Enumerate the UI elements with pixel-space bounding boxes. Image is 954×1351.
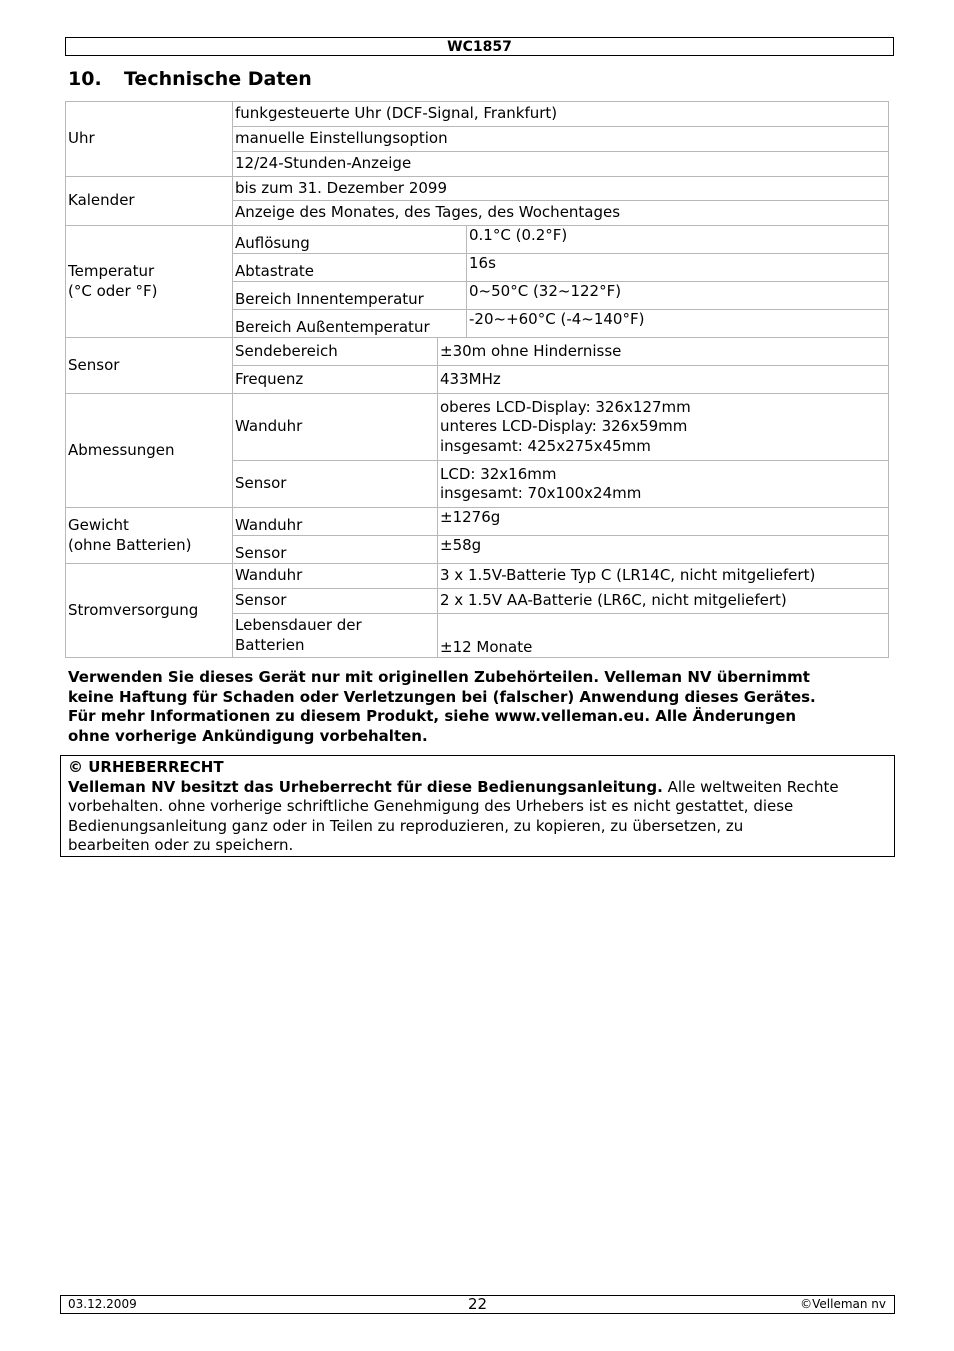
spec-table [65, 101, 889, 658]
category-uhr: Uhr [66, 102, 233, 177]
spec-value: ±12 Monate [438, 614, 889, 658]
name-line: Lebensdauer der [235, 616, 362, 634]
disclaimer-line: Verwenden Sie dieses Gerät nur mit originellen Zubehörteilen. Velleman NV übernimmt [68, 668, 810, 686]
category-abmessungen: Abmessungen [66, 394, 233, 508]
category-label-line: (ohne Batterien) [68, 535, 192, 554]
model-number: WC1857 [447, 39, 512, 55]
spec-name: Bereich Außentemperatur [233, 310, 467, 338]
spec-value: 16s [467, 254, 889, 282]
footer-date: 03.12.2009 [68, 1297, 137, 1311]
spec-name: Wanduhr [233, 394, 438, 461]
category-label-line: Temperatur [68, 262, 155, 280]
category-kalender: Kalender [66, 177, 233, 226]
spec-value: ±1276g [438, 508, 889, 536]
table-row [66, 564, 889, 589]
spec-value: ±30m ohne Hindernisse [438, 338, 889, 366]
disclaimer-line: Für mehr Informationen zu diesem Produkt, siehe www.velleman.eu. Alle Änderungen [68, 707, 797, 725]
category-gewicht [66, 508, 233, 564]
spec-value: ±58g [438, 536, 889, 564]
category-sensor: Sensor [66, 338, 233, 394]
table-row [66, 177, 889, 201]
value-line: LCD: 32x16mm [440, 464, 557, 483]
table-row [66, 508, 889, 536]
disclaimer-line: keine Haftung für Schaden oder Verletzungen bei (falscher) Anwendung dieses Gerätes. [68, 687, 816, 706]
value-line: oberes LCD-Display: 326x127mm [440, 397, 691, 416]
spec-cell: Anzeige des Monates, des Tages, des Wochentages [233, 201, 889, 226]
section-title-text: Technische Daten [124, 68, 312, 90]
section-title [68, 68, 312, 90]
spec-value: 0~50°C (32~122°F) [467, 282, 889, 310]
spec-name: Frequenz [233, 366, 438, 394]
spec-value: -20~+60°C (-4~140°F) [467, 310, 889, 338]
category-label-line: (°C oder °F) [68, 281, 158, 300]
category-temperatur [66, 226, 233, 338]
document-header [65, 37, 894, 56]
spec-name: Sendebereich [233, 338, 438, 366]
table-row [66, 338, 889, 366]
spec-cell: funkgesteuerte Uhr (DCF-Signal, Frankfurt) [233, 102, 889, 127]
spec-name: Wanduhr [233, 564, 438, 589]
spec-value: 3 x 1.5V-Batterie Typ C (LR14C, nicht mitgeliefert) [438, 564, 889, 589]
spec-value: 433MHz [438, 366, 889, 394]
page-number: 22 [467, 1295, 488, 1313]
value-line: insgesamt: 425x275x45mm [440, 436, 651, 455]
spec-name: Sensor [233, 589, 438, 614]
spec-value: 0.1°C (0.2°F) [467, 226, 889, 254]
name-line: Batterien [235, 635, 305, 654]
value-line: insgesamt: 70x100x24mm [440, 484, 642, 502]
copyright-text: bearbeiten oder zu speichern. [68, 836, 294, 854]
copyright-heading: © URHEBERRECHT [68, 758, 224, 776]
copyright-text: Bedienungsanleitung ganz oder in Teilen zu reproduzieren, zu kopieren, zu übersetzen, zu [68, 816, 744, 835]
copyright-bold-text: Velleman NV besitzt das Urheberrecht für diese Bedienungsanleitung. [68, 777, 663, 796]
copyright-text: vorbehalten. ohne vorherige schriftliche Genehmigung des Urhebers ist es nicht gestattet, diese [68, 797, 794, 815]
table-row [66, 226, 889, 254]
spec-value: 2 x 1.5V AA-Batterie (LR6C, nicht mitgeliefert) [438, 589, 889, 614]
table-row [66, 102, 889, 127]
spec-value [438, 394, 889, 461]
spec-name: Wanduhr [233, 508, 438, 536]
spec-name: Auflösung [233, 226, 467, 254]
copyright-text: Alle weltweiten Rechte [662, 777, 839, 796]
value-line: unteres LCD-Display: 326x59mm [440, 417, 688, 436]
disclaimer-line: ohne vorherige Ankündigung vorbehalten. [68, 726, 428, 745]
spec-name: Bereich Innentemperatur [233, 282, 467, 310]
document-footer [60, 1295, 895, 1314]
disclaimer [68, 668, 888, 746]
spec-cell: manuelle Einstellungsoption [233, 127, 889, 152]
spec-name [233, 614, 438, 658]
category-label-line: Gewicht [68, 516, 129, 534]
table-row [66, 394, 889, 461]
copyright-box [60, 755, 895, 857]
spec-cell: 12/24-Stunden-Anzeige [233, 152, 889, 177]
spec-name: Sensor [233, 536, 438, 564]
spec-value [438, 461, 889, 508]
footer-copyright: ©Velleman nv [800, 1297, 886, 1311]
spec-name: Abtastrate [233, 254, 467, 282]
section-number: 10. [68, 68, 102, 90]
category-stromversorgung: Stromversorgung [66, 564, 233, 658]
spec-name: Sensor [233, 461, 438, 508]
spec-cell: bis zum 31. Dezember 2099 [233, 177, 889, 201]
